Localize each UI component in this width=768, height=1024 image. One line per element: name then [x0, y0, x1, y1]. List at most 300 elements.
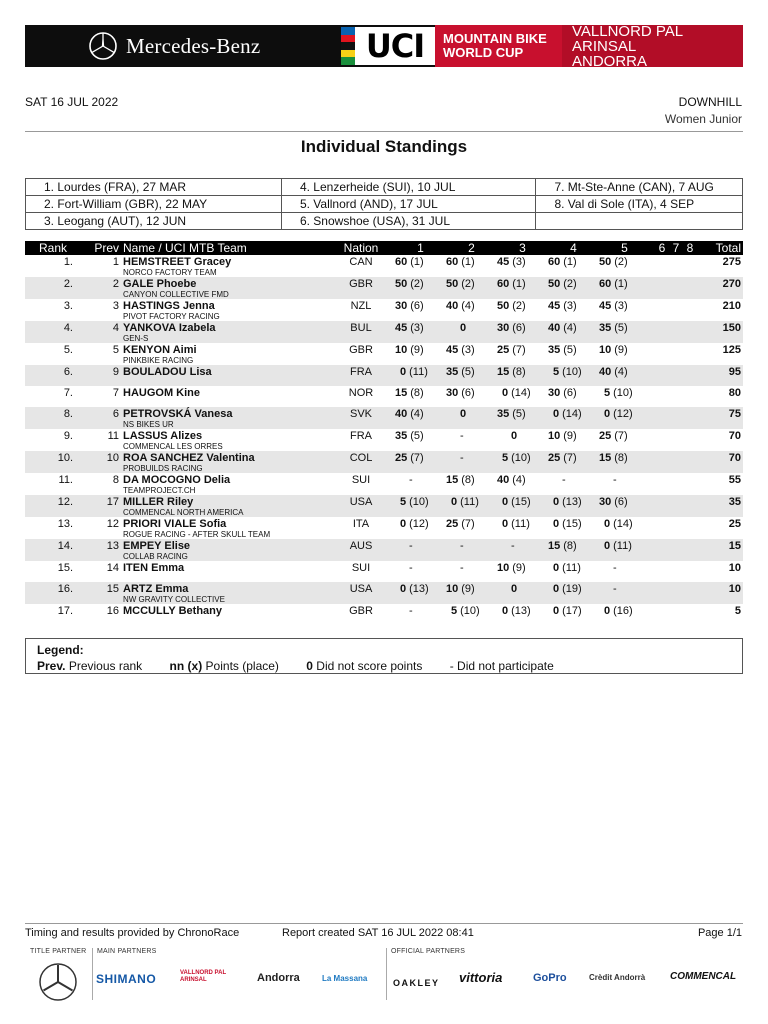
round-result	[497, 451, 548, 464]
partner-separator	[386, 948, 387, 1000]
rounds-678-cell	[650, 343, 702, 365]
round-place: (11)	[511, 518, 530, 530]
category-label: Women Junior	[664, 112, 742, 126]
round-result	[599, 582, 650, 595]
prev-rank-cell	[81, 561, 123, 582]
round-result	[548, 277, 599, 290]
team-name: GEN-S	[123, 334, 149, 343]
rider-name: MILLER Riley	[123, 496, 194, 508]
legend-box	[25, 638, 743, 674]
col-round-5: 5	[599, 241, 650, 255]
round-points: 40	[395, 408, 408, 420]
prev-rank-cell-value: 13	[106, 540, 119, 552]
prev-rank-cell-value: 15	[106, 583, 119, 595]
prev-rank-cell	[81, 539, 123, 561]
round-result-cell	[446, 495, 497, 517]
official-partners-heading: OFFICIAL PARTNERS	[391, 948, 466, 955]
nation-cell-value: SVK	[349, 408, 372, 420]
rider-name: ARTZ Emma	[123, 583, 189, 595]
round-place: (8)	[512, 366, 526, 378]
round-result	[497, 277, 548, 290]
rider-cell	[123, 517, 327, 539]
round-result-cell	[395, 473, 446, 495]
round-points: 0	[553, 518, 560, 530]
nation-cell-value: USA	[349, 496, 373, 508]
round-result-cell	[497, 429, 548, 451]
round-result-cell	[548, 604, 599, 625]
round-points: -	[460, 562, 464, 574]
prev-rank-cell-value: 9	[112, 366, 119, 378]
round-result-cell	[395, 277, 446, 299]
round-place: (1)	[410, 256, 424, 268]
round-result-cell	[497, 561, 548, 582]
round-place: (10)	[460, 605, 480, 617]
round-result-cell	[599, 517, 650, 539]
round-result	[599, 604, 650, 617]
nation-cell	[327, 255, 395, 277]
rider-cell	[123, 343, 327, 365]
mercedes-wordmark: Mercedes-Benz	[126, 33, 261, 58]
round-result-cell	[395, 407, 446, 429]
round-result-cell	[497, 365, 548, 386]
prev-rank-cell-value: 3	[112, 300, 119, 312]
rider-name: HASTINGS Jenna	[123, 300, 215, 312]
round-result	[395, 495, 446, 508]
nation-cell	[327, 604, 395, 625]
team-name: PIVOT FACTORY RACING	[123, 312, 220, 321]
round-result	[548, 517, 599, 530]
rounds-678-cell	[650, 277, 702, 299]
rank-cell	[25, 473, 81, 495]
total-cell	[702, 495, 743, 517]
round-result	[395, 321, 446, 334]
total-cell	[702, 407, 743, 429]
round-result-cell	[548, 255, 599, 277]
round-result-cell	[395, 539, 446, 561]
prev-rank-cell-value: 17	[106, 496, 119, 508]
total-cell-value: 35	[728, 496, 741, 508]
legend-prev: Prev. Previous rank	[37, 659, 143, 673]
prev-rank-cell-value: 7	[112, 387, 119, 399]
prev-rank-cell-value: 8	[112, 474, 119, 486]
round-points: 15	[395, 387, 408, 399]
round-place: (4)	[410, 408, 424, 420]
round-place: (7)	[512, 344, 526, 356]
team-name: NS BIKES UR	[123, 420, 174, 429]
round-result	[497, 429, 548, 442]
prev-rank-cell-value: 16	[106, 605, 119, 617]
uci-logo	[355, 27, 435, 65]
page-title: Individual Standings	[300, 137, 468, 156]
round-result	[497, 321, 548, 334]
round-result-cell	[548, 582, 599, 604]
round-result-cell	[497, 407, 548, 429]
round-points: 60	[395, 256, 408, 268]
round-place: (16)	[613, 605, 633, 617]
nation-cell	[327, 561, 395, 582]
round-result-cell	[395, 517, 446, 539]
rank-cell	[25, 582, 81, 604]
rider-name: MCCULLY Bethany	[123, 605, 223, 617]
round-result-cell	[497, 255, 548, 277]
rank-cell-value: 10.	[57, 452, 73, 464]
round-points: 0	[511, 430, 518, 442]
round-points: 30	[497, 322, 510, 334]
round-result	[548, 299, 599, 312]
rank-cell	[25, 561, 81, 582]
round-result-cell	[395, 451, 446, 473]
rounds-678-cell	[650, 561, 702, 582]
round-place: (4)	[563, 322, 577, 334]
events-row	[26, 179, 743, 196]
round-result-cell	[548, 451, 599, 473]
round-points: 35	[395, 430, 408, 442]
round-result-cell	[599, 582, 650, 604]
round-points: 0	[460, 408, 467, 420]
rank-cell-value: 3.	[63, 300, 73, 312]
round-result-cell	[497, 582, 548, 604]
legend-zero: 0 Did not score points	[306, 659, 423, 673]
rank-cell-value: 5.	[63, 344, 73, 356]
round-points: -	[460, 452, 464, 464]
round-points: 5	[502, 452, 509, 464]
round-points: 10	[497, 562, 510, 574]
round-result-cell	[599, 407, 650, 429]
round-points: 10	[446, 583, 459, 595]
rank-cell-value: 6.	[63, 366, 73, 378]
round-result	[395, 299, 446, 312]
round-result-cell	[548, 407, 599, 429]
round-result-cell	[497, 321, 548, 343]
round-result-cell	[599, 255, 650, 277]
events-row	[26, 213, 743, 230]
round-points: -	[460, 430, 464, 442]
total-cell	[702, 451, 743, 473]
report-created: Report created SAT 16 JUL 2022 08:41	[282, 927, 474, 939]
round-result-cell	[548, 561, 599, 582]
total-cell	[702, 561, 743, 582]
mercedes-logo	[88, 30, 260, 62]
col-nation: Nation	[327, 241, 395, 255]
nation-cell	[327, 386, 395, 407]
standings-row	[25, 539, 743, 561]
round-points: -	[409, 540, 413, 552]
rank-cell	[25, 255, 81, 277]
round-points: 50	[599, 256, 612, 268]
round-result	[548, 343, 599, 356]
round-place: (2)	[461, 278, 475, 290]
venue-line-2: ANDORRA	[572, 52, 648, 70]
total-cell-value: 55	[728, 474, 741, 486]
nation-cell	[327, 299, 395, 321]
round-place: (9)	[614, 344, 628, 356]
round-result-cell	[395, 582, 446, 604]
total-cell	[702, 386, 743, 407]
nation-cell-value: FRA	[350, 366, 372, 378]
rounds-678-cell	[650, 517, 702, 539]
round-points: 5	[553, 366, 560, 378]
round-result	[548, 495, 599, 508]
rank-cell-value: 11.	[58, 474, 73, 486]
round-result	[497, 517, 548, 530]
round-result	[497, 539, 548, 552]
round-points: 60	[599, 278, 612, 290]
legend-title: Legend:	[37, 643, 84, 657]
rider-cell	[123, 277, 327, 299]
round-result	[446, 495, 497, 508]
round-points: -	[613, 562, 617, 574]
shimano-logo: SHIMANO	[96, 972, 157, 986]
standings-row	[25, 561, 743, 582]
nation-cell	[327, 321, 395, 343]
legend-items	[37, 659, 578, 673]
venue-line-1: VALLNORD PAL ARINSAL	[572, 22, 683, 55]
round-result	[599, 255, 650, 268]
col-prev: Prev	[81, 241, 123, 255]
round-place: (2)	[563, 278, 577, 290]
discipline-label: DOWNHILL	[678, 95, 742, 109]
round-result	[446, 321, 497, 334]
round-result	[395, 451, 446, 464]
col-rounds-678: 6 7 8	[650, 241, 702, 255]
round-result	[446, 429, 497, 442]
prev-rank-cell	[81, 582, 123, 604]
rider-name: HEMSTREET Gracey	[123, 256, 232, 268]
round-result-cell	[548, 386, 599, 407]
rider-name: PETROVSKÁ Vanesa	[123, 408, 233, 420]
round-place: (11)	[613, 540, 632, 552]
round-points: -	[562, 474, 566, 486]
rank-cell	[25, 386, 81, 407]
round-points: 35	[548, 344, 561, 356]
round-result	[548, 539, 599, 552]
round-result-cell	[395, 604, 446, 625]
round-result-cell	[497, 604, 548, 625]
prev-rank-cell	[81, 407, 123, 429]
top-banner	[25, 22, 743, 70]
nation-cell	[327, 451, 395, 473]
round-points: 10	[548, 430, 561, 442]
rank-cell-value: 17.	[57, 605, 73, 617]
round-points: 5	[451, 605, 458, 617]
round-result-cell	[548, 321, 599, 343]
round-place: (14)	[511, 387, 531, 399]
rank-cell-value: 7.	[63, 387, 73, 399]
round-points: 0	[553, 408, 560, 420]
event-cell: 6. Snowshoe (USA), 31 JUL	[281, 213, 536, 230]
round-place: (3)	[410, 322, 424, 334]
round-points: 0	[553, 583, 560, 595]
rank-cell-value: 14.	[57, 540, 73, 552]
round-points: -	[409, 474, 413, 486]
round-result	[395, 473, 446, 486]
prev-rank-cell	[81, 604, 123, 625]
round-result-cell	[548, 473, 599, 495]
credit-andorra-logo: Crèdit Andorrà	[589, 973, 646, 982]
round-result	[599, 539, 650, 552]
prev-rank-cell-value: 14	[106, 562, 119, 574]
round-result-cell	[497, 299, 548, 321]
round-points: 15	[599, 452, 612, 464]
round-result-cell	[548, 365, 599, 386]
rank-cell-value: 13.	[57, 518, 73, 530]
total-cell-value: 75	[728, 408, 741, 420]
nation-cell-value: BUL	[350, 322, 372, 334]
rank-cell	[25, 343, 81, 365]
round-points: -	[409, 562, 413, 574]
rank-cell-value: 15.	[57, 562, 73, 574]
round-result	[548, 429, 599, 442]
round-points: 45	[599, 300, 612, 312]
series-line-1: MOUNTAIN BIKE	[443, 31, 547, 46]
team-name: COMMENCAL LES ORRES	[123, 442, 223, 451]
round-result-cell	[395, 255, 446, 277]
standings-row	[25, 407, 743, 429]
legend-points: nn (x) Points (place)	[169, 659, 279, 673]
rider-name: GALE Phoebe	[123, 278, 197, 290]
events-table	[25, 178, 743, 230]
round-result	[497, 343, 548, 356]
main-partners-heading: MAIN PARTNERS	[97, 948, 157, 955]
round-points: 0	[553, 562, 560, 574]
round-place: (11)	[460, 496, 479, 508]
events-row	[26, 196, 743, 213]
round-points: 50	[497, 300, 510, 312]
rank-cell	[25, 451, 81, 473]
rank-cell-value: 2.	[63, 278, 73, 290]
round-result	[446, 277, 497, 290]
event-cell	[536, 213, 743, 230]
total-cell	[702, 582, 743, 604]
round-result	[497, 561, 548, 574]
round-place: (8)	[614, 452, 628, 464]
rank-cell	[25, 429, 81, 451]
nation-cell	[327, 365, 395, 386]
round-result	[395, 343, 446, 356]
col-round-4: 4	[548, 241, 599, 255]
round-points: -	[409, 605, 413, 617]
round-result	[395, 407, 446, 420]
round-result-cell	[548, 539, 599, 561]
prev-rank-cell	[81, 386, 123, 407]
round-result	[497, 255, 548, 268]
round-points: 30	[446, 387, 459, 399]
nation-cell	[327, 473, 395, 495]
rounds-678-cell	[650, 451, 702, 473]
round-points: -	[613, 583, 617, 595]
round-result	[548, 582, 599, 595]
standings-row	[25, 343, 743, 365]
round-result	[599, 277, 650, 290]
team-name: TEAMPROJECT.CH	[123, 486, 196, 495]
round-result	[446, 561, 497, 574]
round-result	[395, 539, 446, 552]
rounds-678-cell	[650, 539, 702, 561]
round-points: 25	[548, 452, 561, 464]
rank-cell	[25, 539, 81, 561]
rider-cell	[123, 365, 327, 386]
round-result	[599, 299, 650, 312]
report-date: SAT 16 JUL 2022	[25, 95, 119, 109]
round-points: 5	[400, 496, 407, 508]
round-result	[548, 365, 599, 378]
team-name: COMMENCAL NORTH AMERICA	[123, 508, 244, 517]
nation-cell-value: CAN	[349, 256, 373, 268]
round-result-cell	[599, 386, 650, 407]
round-result	[446, 343, 497, 356]
round-place: (9)	[461, 583, 475, 595]
round-result	[599, 321, 650, 334]
prev-rank-cell-value: 6	[112, 408, 119, 420]
total-cell	[702, 604, 743, 625]
total-cell-value: 95	[728, 366, 741, 378]
team-name: PROBUILDS RACING	[123, 464, 203, 473]
round-result	[395, 277, 446, 290]
rider-name: PRIORI VIALE Sofia	[123, 518, 227, 530]
round-points: 0	[502, 496, 509, 508]
round-points: 15	[548, 540, 561, 552]
nation-cell	[327, 517, 395, 539]
nation-cell-value: SUI	[351, 562, 371, 574]
round-points: 0	[451, 496, 458, 508]
round-result-cell	[497, 451, 548, 473]
round-result	[446, 386, 497, 399]
round-result	[395, 604, 446, 617]
round-place: (4)	[512, 474, 526, 486]
round-place: (9)	[512, 562, 526, 574]
standings-row	[25, 255, 743, 277]
round-place: (4)	[614, 366, 628, 378]
prev-rank-cell	[81, 473, 123, 495]
standings-header-row	[25, 241, 743, 255]
round-result-cell	[446, 299, 497, 321]
standings-row	[25, 582, 743, 604]
round-result-cell	[446, 429, 497, 451]
event-cell: 7. Mt-Ste-Anne (CAN), 7 AUG	[536, 179, 743, 196]
round-place: (9)	[563, 430, 577, 442]
prev-rank-cell-value: 11	[107, 430, 119, 442]
round-result-cell	[497, 343, 548, 365]
andorra-logo: Andorra	[257, 972, 300, 984]
standings-table	[25, 241, 743, 625]
nation-cell	[327, 343, 395, 365]
rounds-678-cell	[650, 386, 702, 407]
round-result-cell	[446, 473, 497, 495]
standings-row	[25, 604, 743, 625]
round-result	[497, 582, 548, 595]
round-place: (11)	[562, 562, 581, 574]
prev-rank-cell	[81, 517, 123, 539]
round-result	[446, 407, 497, 420]
rider-cell	[123, 451, 327, 473]
round-place: (15)	[511, 496, 531, 508]
round-points: 45	[395, 322, 408, 334]
total-cell-value: 150	[722, 322, 741, 334]
round-result-cell	[395, 429, 446, 451]
rider-cell	[123, 473, 327, 495]
round-points: 50	[446, 278, 459, 290]
round-result-cell	[446, 604, 497, 625]
rounds-678-cell	[650, 495, 702, 517]
round-points: 0	[502, 387, 509, 399]
round-place: (9)	[410, 344, 424, 356]
standings-row	[25, 386, 743, 407]
round-result-cell	[548, 495, 599, 517]
standings-row	[25, 321, 743, 343]
round-place: (8)	[410, 387, 424, 399]
mercedes-star-icon	[88, 31, 118, 61]
total-cell-value: 15	[728, 540, 741, 552]
